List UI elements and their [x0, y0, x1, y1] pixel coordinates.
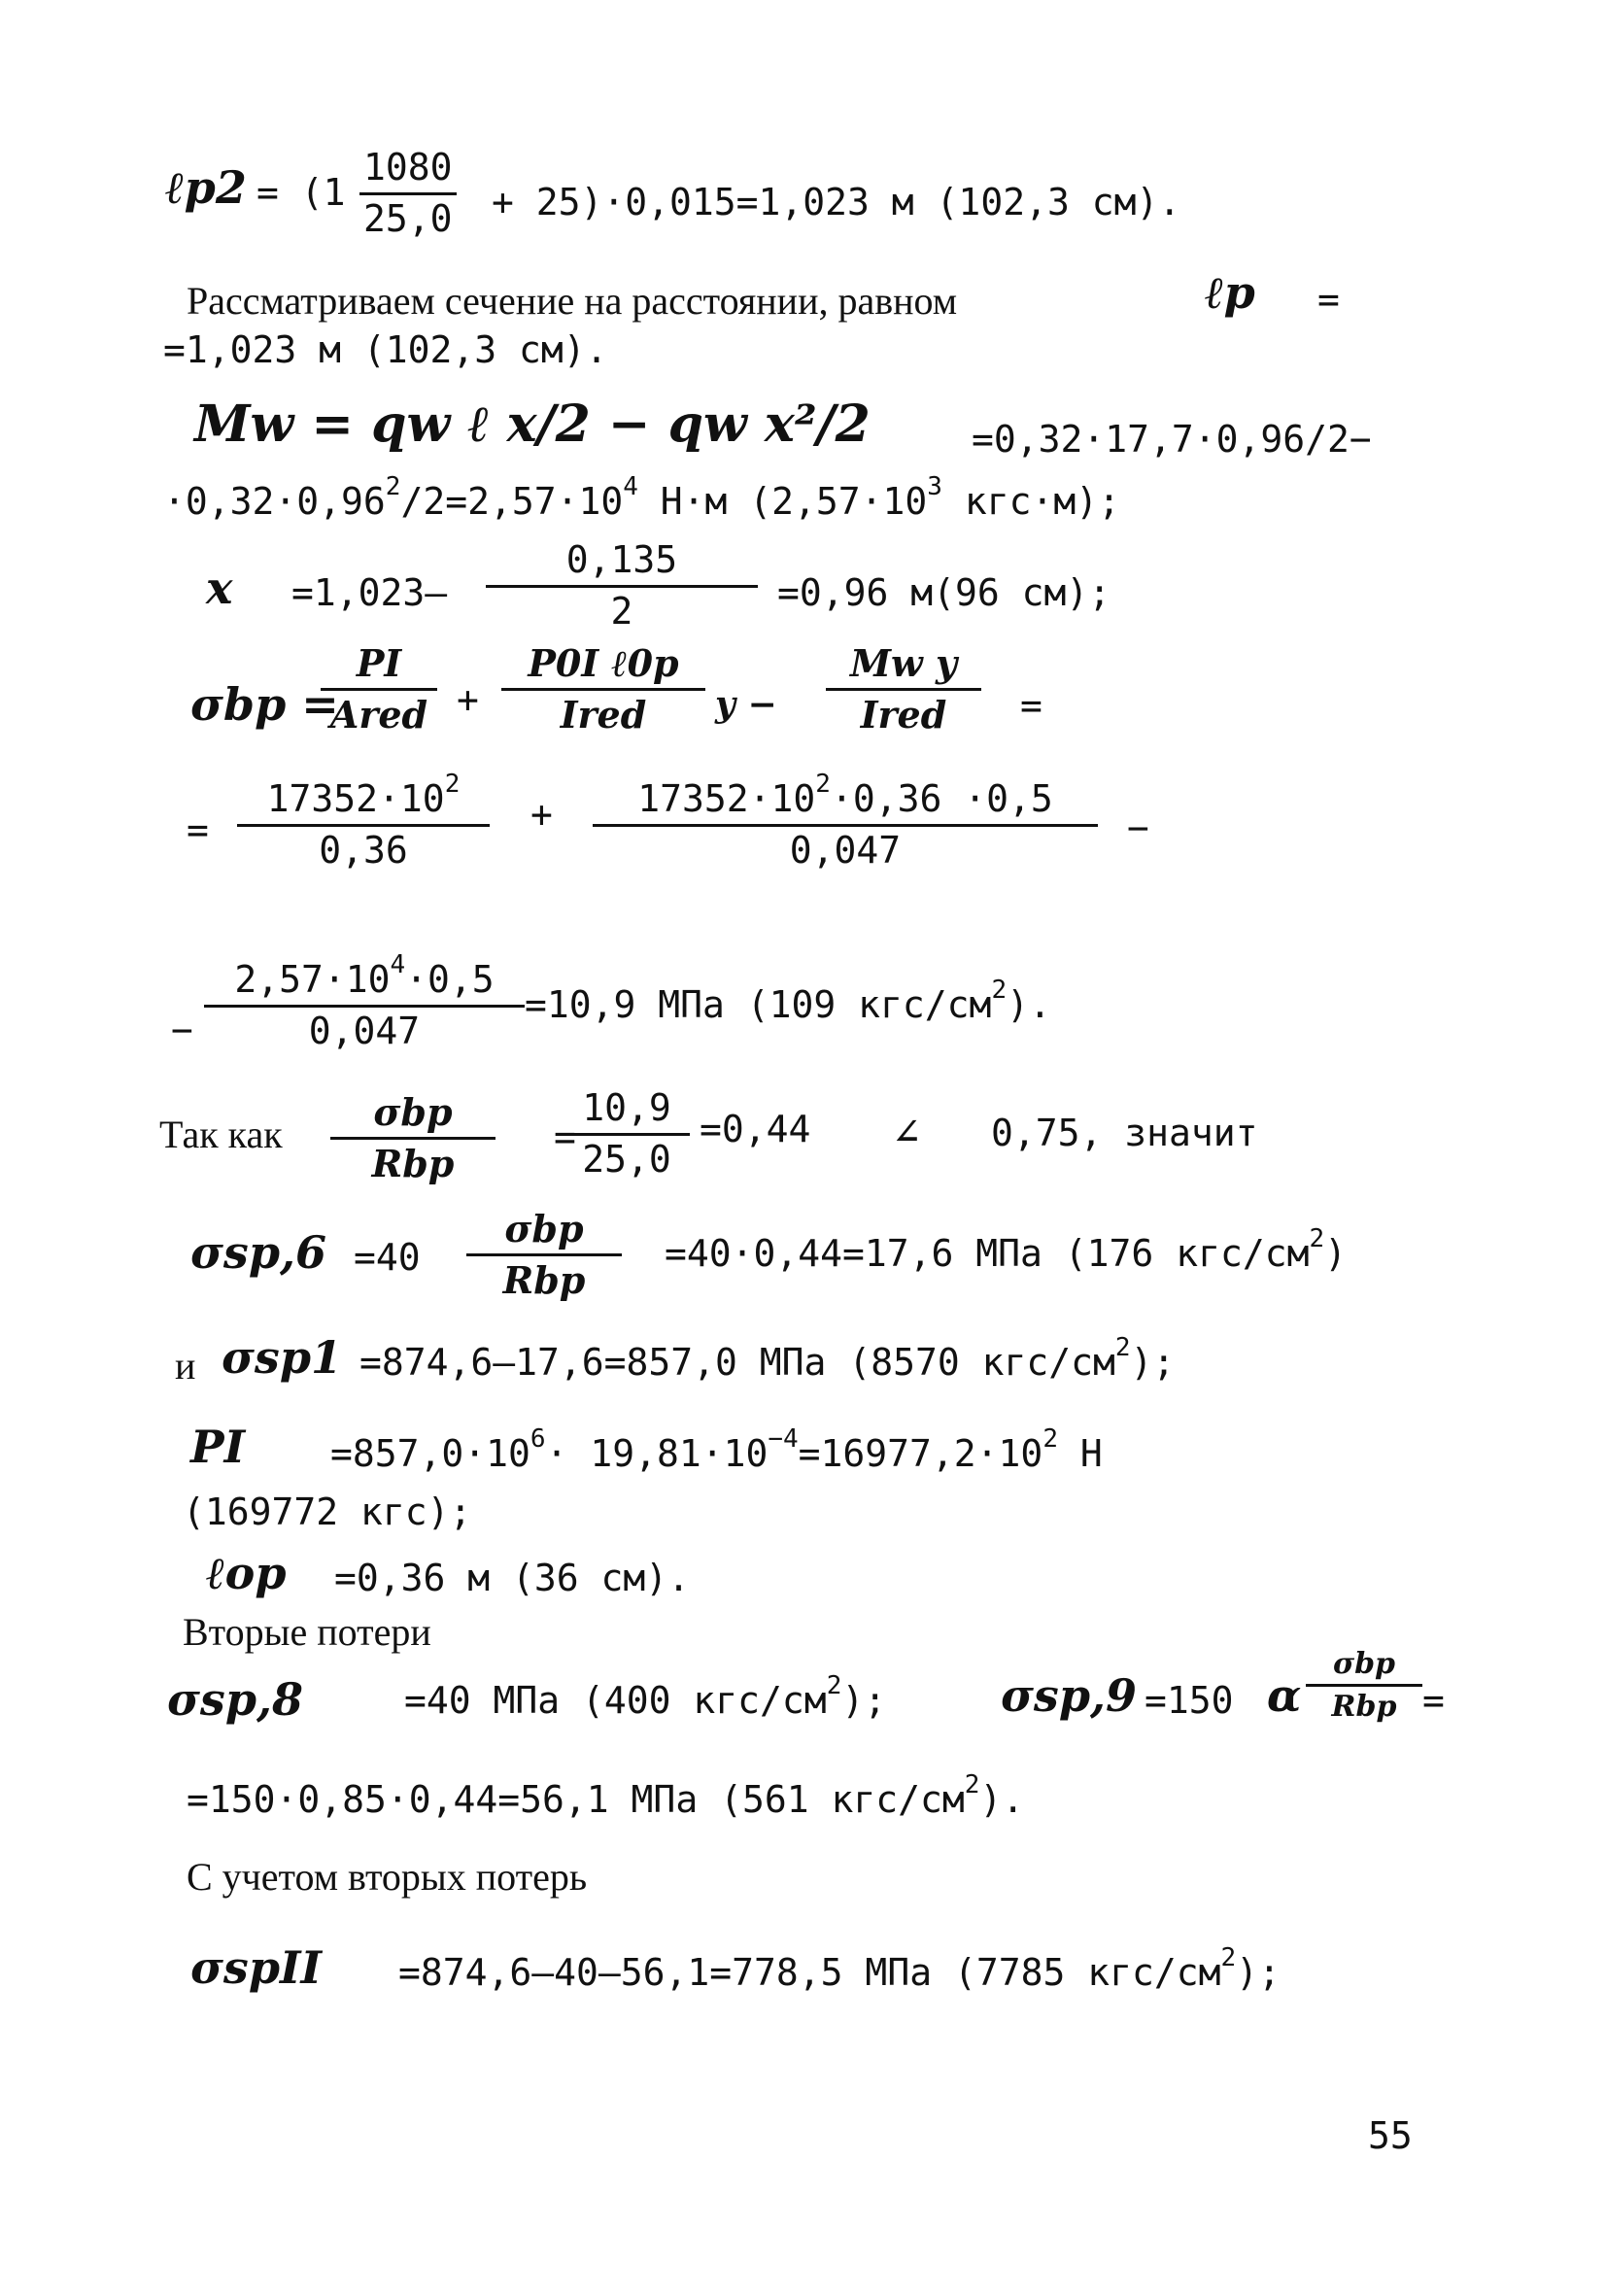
x-den: 2	[610, 589, 633, 633]
calc1-plus: +	[530, 793, 553, 836]
s2b: 2	[1220, 1943, 1237, 1972]
ratio-num: 10,9	[564, 1088, 690, 1136]
fraction-denominator: 25,0	[363, 196, 453, 240]
calc1-f1d: 0,36	[319, 828, 408, 872]
ssp9-symbol: σsp,9	[1001, 1669, 1137, 1722]
c2ra: =10,9 МПа (109 кгс/см	[525, 983, 992, 1026]
ssp6-fd: Rbp	[502, 1257, 586, 1302]
x-symbol: x	[206, 562, 233, 614]
ssp6-frac	[466, 1209, 622, 1301]
alpha-symbol: α	[1267, 1669, 1302, 1722]
pi-kgs: (169772 кгс);	[183, 1491, 472, 1533]
mw-c2e: Н·м (2,57·10	[637, 480, 928, 523]
ssp8-result	[404, 1671, 887, 1722]
sbp-eq: =	[1020, 684, 1042, 727]
second-losses-title: Вторые потери	[183, 1610, 431, 1654]
ratio-lead: Так как	[159, 1113, 283, 1156]
sbp-f2d: Ired	[560, 692, 647, 737]
sspII-result	[398, 1943, 1281, 1994]
ssp1-symbol: σsp1	[222, 1331, 342, 1384]
c2rc: ).	[1007, 983, 1051, 1026]
pig: Н	[1057, 1432, 1103, 1475]
lp-eq: =	[1317, 278, 1340, 321]
sbp-f3n: Mw y	[826, 643, 981, 691]
mw-c2g: кгс·м);	[941, 480, 1120, 523]
sbp-y: y −	[715, 684, 777, 725]
s1a: =874,6–17,6=857,0 МПа (8570 кгс/см	[359, 1341, 1115, 1384]
ssp9-lead: =150	[1145, 1679, 1234, 1722]
sbp-plus: +	[457, 678, 479, 721]
lp2-open: = (1	[256, 171, 346, 214]
ratio-frac	[564, 1088, 690, 1181]
lop-symbol: ℓop	[206, 1547, 287, 1599]
sbp-frac-3	[826, 643, 981, 736]
pi-symbol: PI	[190, 1421, 246, 1473]
s9fd: Rbp	[1331, 1690, 1397, 1724]
pia: =857,0·10	[330, 1432, 530, 1475]
ssp9-eq: =	[1422, 1679, 1445, 1722]
with-second-losses: С учетом вторых потерь	[187, 1855, 588, 1899]
sbp-frac-2	[501, 643, 705, 736]
ratio-tail: 0,75, значит	[991, 1112, 1258, 1154]
mw-c2c: /2=2,57·10	[400, 480, 624, 523]
c1f2b: 2	[815, 770, 831, 799]
calc1-f2n	[593, 770, 1098, 827]
c1f2a: 17352·10	[637, 777, 816, 820]
s6a: =40·0,44=17,6 МПа (176 кгс/см	[665, 1232, 1310, 1275]
s1c: );	[1130, 1341, 1176, 1384]
lp2-symbol: ℓp2	[165, 161, 247, 214]
ssp8-symbol: σsp,8	[167, 1673, 303, 1726]
lp2-fraction	[359, 148, 457, 240]
mw-c2f: 3	[927, 472, 942, 501]
c1f1b: 2	[444, 770, 461, 799]
mw-calc-2	[163, 472, 1120, 523]
s2a: =874,6–40–56,1=778,5 МПа (7785 кгс/см	[398, 1951, 1221, 1994]
section-text: Рассматриваем сечение на расстоянии, равном	[187, 279, 958, 323]
ssp9-frac	[1306, 1648, 1422, 1723]
ratio-symn: σbp	[330, 1092, 495, 1140]
c2c: ·0,5	[405, 958, 495, 1001]
lp2-result: + 25)·0,015=1,023 м (102,3 см).	[492, 181, 1181, 223]
s9fn: σbp	[1306, 1648, 1422, 1687]
calc1-f2d: 0,047	[789, 828, 902, 872]
ratio-eq: =	[554, 1115, 576, 1158]
calc1-frac-2	[593, 770, 1098, 872]
c2b: 4	[390, 950, 406, 979]
ssp9-value	[187, 1770, 1025, 1821]
pib: 6	[530, 1424, 546, 1454]
sbp-f2n: P0I ℓ0p	[501, 643, 705, 691]
pid: −4	[768, 1424, 799, 1454]
ssp6-result	[665, 1224, 1348, 1275]
calc2-fd: 0,047	[308, 1009, 421, 1052]
mw-c2a: ·0,32·0,96	[163, 480, 386, 523]
s6b: 2	[1309, 1224, 1325, 1253]
s9c: ).	[979, 1778, 1025, 1821]
ssp1-pre: и	[175, 1344, 196, 1388]
s6c: )	[1324, 1232, 1348, 1275]
ratio-symd: Rbp	[371, 1141, 455, 1185]
lp-value: =1,023 м (102,3 см).	[163, 328, 608, 371]
sbp-frac-1	[321, 643, 437, 736]
ratio-den: 25,0	[582, 1137, 671, 1181]
pi-result	[330, 1424, 1103, 1475]
s8c: );	[841, 1679, 887, 1722]
ssp6-lead: =40	[354, 1236, 421, 1279]
calc2-fn	[204, 950, 525, 1008]
s2c: );	[1236, 1951, 1281, 1994]
calc1-minus: −	[1127, 806, 1149, 849]
s8a: =40 МПа (400 кгс/см	[404, 1679, 827, 1722]
sbp-f1n: PI	[321, 643, 437, 691]
sspII-symbol: σspII	[190, 1941, 323, 1994]
sbp-f1d: Ared	[329, 692, 428, 737]
sbp-f3d: Ired	[860, 692, 947, 737]
c1f1a: 17352·10	[266, 777, 445, 820]
c2rb: 2	[991, 976, 1008, 1005]
mw-c2b: 2	[385, 472, 401, 501]
fraction-numerator: 1080	[359, 148, 457, 195]
c1f2c: ·0,36 ·0,5	[830, 777, 1053, 820]
s8b: 2	[826, 1671, 842, 1700]
calc2-frac	[204, 950, 525, 1052]
x-result: =0,96 м(96 см);	[777, 571, 1111, 614]
x-fraction	[486, 540, 758, 633]
calc2-result	[525, 976, 1051, 1026]
ratio-lt: ∠	[894, 1108, 920, 1157]
calc1-f1n	[237, 770, 490, 827]
x-num: 0,135	[486, 540, 758, 588]
calc1-frac-1	[237, 770, 490, 872]
ssp6-symbol: σsp,6	[190, 1226, 326, 1279]
pif: 2	[1042, 1424, 1058, 1454]
calc1-eq: =	[187, 808, 209, 851]
sbp-symbol: σbp =	[190, 678, 339, 731]
c2a: 2,57·10	[234, 958, 391, 1001]
mw-calc-1: =0,32·17,7·0,96/2−	[972, 418, 1372, 461]
ssp1-result	[359, 1333, 1176, 1384]
ssp6-fn: σbp	[466, 1209, 622, 1256]
ratio-sym-frac	[330, 1092, 495, 1184]
pic: · 19,81·10	[545, 1432, 769, 1475]
ratio-result: =0,44	[700, 1108, 811, 1150]
lp-symbol: ℓp	[1205, 266, 1255, 319]
pie: =16977,2·10	[798, 1432, 1043, 1475]
page-number: 55	[1368, 2114, 1413, 2157]
lop-value: =0,36 м (36 см).	[334, 1557, 691, 1599]
calc2-minus: −	[171, 1009, 193, 1051]
x-lead: =1,023–	[291, 571, 448, 614]
s1b: 2	[1114, 1333, 1131, 1362]
s9b: 2	[964, 1770, 980, 1799]
mw-formula: Mw = qw ℓ x/2 − qw x²/2	[194, 394, 871, 454]
mw-c2d: 4	[623, 472, 638, 501]
s9a: =150·0,85·0,44=56,1 МПа (561 кгс/см	[187, 1778, 965, 1821]
